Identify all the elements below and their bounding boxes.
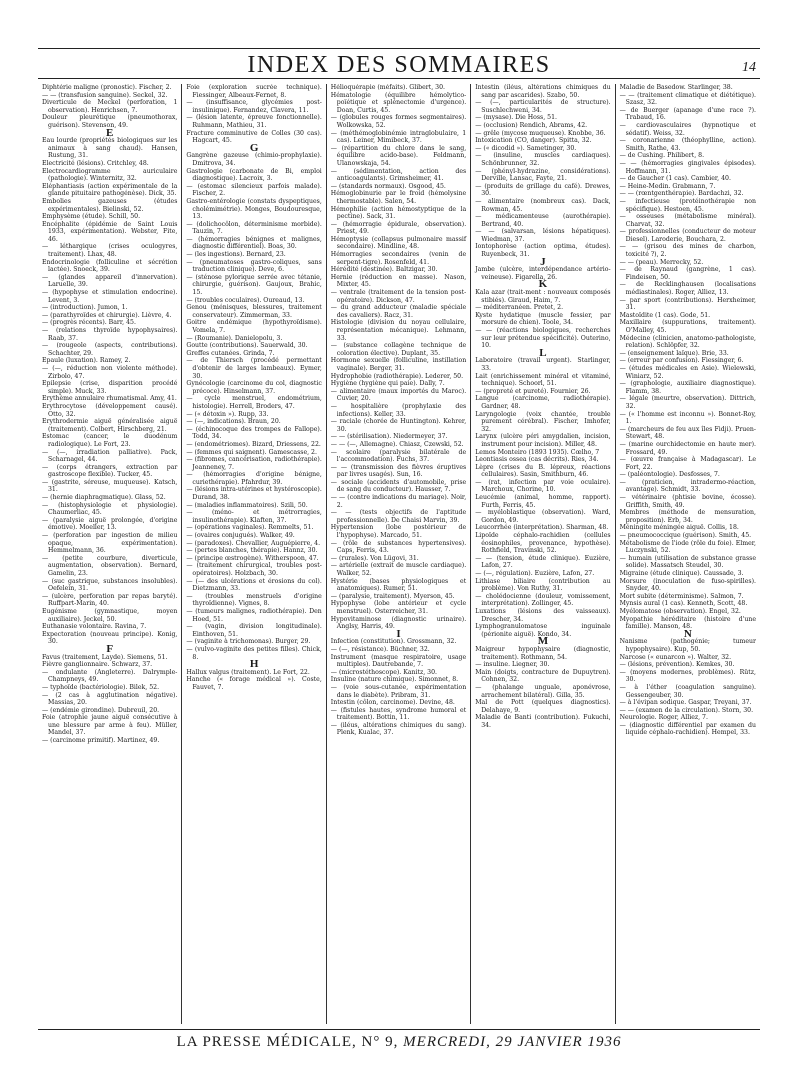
index-entry: Maladie de Banti (contribution). Fukuchi, 34. [475,714,611,729]
index-entry: — (histophysiologie et physiologie). Chaumerliac, 45. [42,501,178,517]
index-entry: Maxillaire (suppurations, traitement). O'Malley, 45. [619,319,756,334]
section-letter: L [539,346,547,359]
index-entry: Lymphogranulomatose inguinale (périonite aiguë). Kondo, 34. [475,623,611,638]
index-entry: Mastoïdite (1 cas). Gode, 51. [619,311,711,319]
index-entry: — (sédimentation, action des anticoagulants). Grimsheimer, 41. [330,167,467,183]
index-entry: Hernie (réduction en masse). Nason, Mixter, 45. [330,273,467,289]
index-column-3 [327,84,471,1024]
index-entry: — à l'éther (coagulation sanguine). Gessengeuber, 30. [619,683,756,699]
index-entry: — de Raynaud (gangrène, 1 cas). Findeisen, 50. [619,266,756,281]
index-entry: Kyste hydatique (muscle fessier, par morsure de chien). Toole, 34. [475,311,611,327]
section-letter: I [396,627,401,640]
section-letter: M [537,635,549,648]
index-entry: — (hémorragies d'origine bénigne, curiethérapie). Pfahrdur, 39. [186,471,322,486]
index-entry: Lemos Monteiro (1893 1935). Cœlho, 7 [475,448,600,456]
index-entry: — (—, particularités de structure). Suschlechweni, 34. [475,99,611,114]
index-entry: — (endométriomes). Bizard, Driessens, 22. [186,440,321,448]
index-entry: — hospitalière (prophylaxie des infections). Keller, 33. [330,402,467,418]
index-entry: Hémoptysie (collapsus pulmonaire massif secondaire). Mindline, 48. [330,235,467,251]
index-entry: Gastrologie (carbonate de Bi, emploi diagnostique). Lacroix, 3. [186,167,322,183]
index-entry: Hypertension (lobe postérieur de l'hypophyse). Marcado, 51. [330,524,467,540]
index-entry: Foie (atrophie jaune aiguë consécutive à une blessure par arme à feu). Müller, Mandel, 37. [42,714,178,737]
index-entry: Erythrocytose (développement causé). Otto, 32. [42,402,178,418]
index-entry: — scolaire (paralysie bilatérale de l'accommodation). Fuchs, 37. [330,448,467,464]
index-entry: — médicamenteuse (aurothérapie). Bertrand, 40. [475,213,611,228]
index-entry: — — (rœntgenthérapie). Bardachzi, 32. [619,190,744,198]
index-entry: Douleur pleurétique (pneumothorax, guérison). Stevenson, 49. [42,114,178,129]
index-entry: Eléphantiasis (action expérimentale de la glande pituitaire pathogénèse). Dick, 35. [42,182,178,198]
index-entry: — (rôle de substances hypertensives). Caps, Ferris, 43. [330,539,467,555]
index-entry: — (ovaires conjugués). Walker, 49. [186,532,295,540]
index-entry: Migraine (étude clinique). Caussade, 3. [619,570,744,577]
index-entry: Hypovitaminose (diagnostic urinaire). Anglsy, Harris, 49. [330,615,467,631]
index-entry: — (—, irradiation palliative). Pack, Scharnagel, 44. [42,448,178,464]
index-entry: — (2 cas à agglutination négative). Massias, 20. [42,691,178,707]
index-entry: Gangrène gazeuse (chimio-prophylaxie). Dmitrova, 34. [186,152,322,167]
index-entry: — (progrès récents). Barr, 45. [42,319,136,327]
index-entry: Epilepsie (crise, disparition procédé simple). Muck, 33. [42,380,178,395]
index-entry: — alimentaire (nombreux cas). Dack, Rowman, 45. [475,197,611,213]
index-entry: Favus (traitement, Layde). Siemens, 51. [42,653,168,661]
index-entry: — (lésion latente, épreuve fonctionnelle). Ruhmann, Mathieu, 31. [186,114,322,129]
index-column-1 [38,84,182,1024]
index-entry: — (—, régulation). Euzière, Lafon, 27. [475,570,595,577]
index-entry: — cardiovasculaires (hypnotique et sédatif). Weiss, 32. [619,121,756,137]
index-entry: Méningite méningée aiguë. Collis, 18. [619,524,739,532]
index-entry: Intoxication (CO, danger). Spitta, 32. [475,137,592,145]
index-entry: — (phényl-hydrazine, considérations). Derville, Lansac, Fayte, 21. [475,167,611,183]
index-entry: — (traitement chirurgical, troubles post-opératoires). Holzbach, 30. [186,562,322,577]
index-entry: Infection (constitution). Grossmann, 32. [330,638,457,646]
index-entry: Mynsis aural (1 cas). Kenneth, Scott, 48. [619,600,748,608]
index-entry: Greffes cutanées. Grinda, 7. [186,349,275,357]
index-entry: — du grand adducteur (maladie spéciale des cavaliers). Racz, 31. [330,304,467,319]
index-entry: — (occlusion) Rendich, Abrams, 42. [475,121,588,129]
index-entry: — (paléontologie). Desfosses, 7. [619,471,720,479]
footer-rule [38,1029,760,1030]
index-entry: — (insuffisance, glycémies post-insulinique). Fernandez, Clavera, 11. [186,99,322,114]
index-entry: Eau lourde (propriétés biologiques sur les animaux à sang chaud). Hansen, Rustung, 31. [42,137,178,160]
index-entry: — (études médicales en Asie). Wielewski, Winiarz, 52. [619,364,756,380]
index-entry: Membres (méthode de mensuration, proposition). Erb, 34. [619,509,756,524]
index-entry: — — (transfusion sanguine). Seckel, 32. [42,91,168,99]
index-entry: — (maladies inflammatoires). Szili, 50. [186,501,308,509]
index-entry: Laboratoire (travail urgent). Starlinger, 33. [475,357,611,372]
index-entry: Larynx (ulcère péri amygdalien, incision, instrument pour incision). Miller, 48. [475,433,611,448]
index-entry: — (suc gastrique, substances insolubles). Oefelein, 31. [42,577,178,593]
index-entry: Main (doigts, contracture de Dupuytren). Cohnen, 32. [475,668,611,684]
index-entry: — (diagnostic différentiel par examen du liquide céphalo-rachidien). Hempel, 33. [619,721,756,737]
index-entry: — (troubles menstruels d'origine thyroïdienne). Vignes, 8. [186,592,322,608]
page-number: 14 [742,60,756,75]
index-entry: — — (examen de la circulation). Storn, 30. [619,706,754,714]
index-entry: Electricité (lésions). Critchley, 48. [42,159,149,167]
index-entry: — (méthémoglobinémie intraglobulaire, 1 cas). Leiner, Mimibeck, 37. [330,129,467,145]
index-entry: Hémoglobinurie par le froid (hémolysine thermostable). Salen, 54. [330,190,467,205]
index-entry: — (lésions intra-utérines et hystéroscopie). Durand, 38. [186,486,322,502]
index-entry: — (« dicodid »). Sametinger, 30. [475,144,577,152]
index-entry: Laryngologie (voix chantée, trouble purement cérébral). Fischer, Imhofer, 32. [475,410,611,433]
index-entry: — — (grisou des mines de charbon, toxicité ?), 2. [619,243,756,259]
index-entry: Kala azar (trait-ment : nouveaux composés stibiés). Giraud, Haim, 7. [475,289,611,304]
index-entry: — — (—, Allemagne). Chiasz, Czewski, 52. [330,440,464,448]
index-entry: Lait (enrichissement minéral et vitaminé, technique). Schoorl, 51. [475,372,611,388]
index-entry: — (praticien, intradermo-réaction, avantage). Schmidt, 33. [619,478,756,494]
index-entry: Instrument (masque respiratoire, usage multiples). Dautrebande, 7. [330,653,467,669]
index-entry: — (petite courbure, diverticule, augmentation, observation). Bernard, Gamelin, 23. [42,554,178,577]
index-entry: — (lésions, prévention). Kemkes, 30. [619,661,735,669]
index-entry: — (fistules hautes, syndrome humoral et traitement). Bottin, 11. [330,706,467,722]
index-entry: — (paralysie, traitement). Myerson, 45. [330,592,455,600]
index-entry: — par sport (contributions). Herxheimer, 31. [619,296,756,312]
index-entry: Jambe (ulcère, interdépendance artério-veineuse). Figarella, 26. [475,266,611,281]
index-column-5 [616,84,760,1024]
index-entry: Diverticule de Meckel (perforation, 1 observation). Henrichsen, 7. [42,99,178,114]
index-entry: Intestin (iléus, altérations chimiques du sang par ascarides). Szabo, 50. [475,84,611,99]
index-entry: — cycle menstruel, endométrium, histologie). Herrell, Broders, 47. [186,395,322,410]
index-entry: — — (réactions biologiques, recherches sur leur prétendue spécificité). Outerino, 10. [475,327,611,350]
index-entry: Maigreur hypophysaire (diagnostic, traitement). Rothmann, 54. [475,645,611,661]
index-entry: — (rat, infection par voie oculaire). Marchoux, Chorine, 10. [475,478,611,494]
index-entry: — (fibromes, cancérisation, radiothérapie). Jeanneney, 7. [186,456,322,471]
index-entry: Lithiase biliaire (contribution au problème). Von Ruthy, 31. [475,577,611,593]
index-entry: — (Roumanie). Danielopolu, 3. [186,334,283,342]
index-entry: — — (salvarsan, lésions hépatiques). Wiedman, 37. [475,228,611,243]
index-entry: Eugénisme (gymnastique, moyen auxiliaire). Jeckel, 50. [42,607,178,623]
index-entry: — sociale (accidents d'automobile, prise de sang du conducteur). Hausser, 7. [330,478,467,494]
index-entry: — (hémorragies bénignes et malignes, diagnostic différentiel). Boas, 30. [186,235,322,251]
index-entry: Mal de Pott (quelques diagnostics). Delahaye, 9. [475,699,611,714]
index-entry: — (œuvre française à Madagascar). Le Fort, 22. [619,456,756,471]
index-entry: — (marine ourchidectomie en haute mer). Frossard, 49. [619,440,756,456]
index-column-2 [182,84,326,1024]
index-entry: — (graphologie, auxiliaire diagnostique). Flamm, 38. [619,380,756,395]
index-entry: Goutte (contributions). Sauerwald, 30. [186,342,308,350]
index-entry: Erythème annulaire rhumatismal. Amy, 41. [42,395,177,403]
index-entry: Narcose (« eunarcon »). Walter, 32. [619,653,732,661]
index-entry: — (propreté et pureté). Fournier, 26. [475,387,591,395]
index-entry: Fièvre ganglionnaire. Schwarz, 37. [42,661,153,669]
index-entry: — (opérations vaginales). Remmelts, 51. [186,524,314,532]
index-entry: — (standards normaux). Osgood, 45. [330,182,446,190]
index-entry: — — (traitement climatique et diététique). Szasz, 32. [619,91,756,107]
index-entry: Diphtérie maligne (pronostic). Fischer, 2. [42,84,172,91]
index-entry: — (vulvo-vaginite des petites filles). Chick, 8. [186,645,322,661]
index-entry: — (hypophyse et stimulation endocrine). Levent, 3. [42,289,178,304]
index-entry: — à l'évipan sodique. Gaspar, Treyani, 37. [619,699,752,707]
index-entry: — (introduction). Jumon, 1. [42,304,128,312]
index-entry: Foie (exploration sucrée technique). Fiessinger, Albeaux-Fernet, 8. [186,84,322,99]
index-entry: Médecine (clinicien, anatomo-pathologiste, relation). Schlöpfer, 32. [619,334,756,350]
index-entry: — de Thiersch (procédé permettant d'obtenir de larges lambeaux). Eymer, 30. [186,357,322,380]
index-entry: — (enseignement laïque). Brie, 33. [619,349,729,357]
index-entry: Hélioquérapie (méfaits). Glibert, 30. [330,84,446,91]
index-entry: Luxations (lésions des vaisseaux). Drescher, 34. [475,607,611,623]
index-entry: Métabolisme de l'iode (rôle du foie). Elmer, Luczynski, 52. [619,539,756,555]
index-entry: — ventrale (traitement de la tension post-opératoire). Dickson, 47. [330,289,467,304]
index-entry: — typhoïde (bactériologie). Bilek, 52. [42,683,160,691]
index-entry: Embolies gazeuses (études expérimentales). Bielinski, 52. [42,197,178,213]
index-entry: — — (contre indications du mariage). Noir, 2. [330,494,467,509]
index-entry: — (sténose pylorique serrée avec tétanie, chirurgie, guérison). Gaujoux, Brahic, 15. [186,273,322,297]
index-entry: — méditerranéen. Pretet, 2. [475,304,564,312]
index-entry: — (erreur par confusion). Fiessinger, 6. [619,357,744,365]
index-entry: — (— des ulcérations et érosions du col). Dietzmann, 33. [186,577,322,593]
index-entry: — (« l'homme est inconnu »). Bonnet-Roy, 1. [619,410,756,426]
index-entry: — infectieuse (protéinothérapie non spécifique). Hestoen, 45. [619,197,756,213]
index-entry: — vétérinaire (phtisie bovine, écosse). Griffith, Smith, 49. [619,494,756,509]
index-entry: Nanisme (pathogénie; tumeur hypophysaire). Kup, 50. [619,638,756,653]
index-entry: — (rurales). Von Lügovi, 31. [330,554,419,562]
index-entry: — légale (meurtre, observation). Dittrich, 32. [619,395,756,410]
index-entry: Hydrophobie (radiothérapie). Lederer, 50. [330,372,464,380]
index-entry: Myélomatose (observation). Engel, 32. [619,607,741,615]
index-entry: Hygiène (hygiène qui paie). Dally, 7. [330,380,445,388]
index-entry: — (vaginite à trichomonas). Burger, 29. [186,638,311,646]
index-entry: — alimentaire (maux importés du Maroc). Cuvier, 20. [330,387,467,403]
index-entry: Erythrodermie aiguë généralisée aiguë (traitement). Colbert, Hirschberg, 21. [42,418,178,433]
index-entry: Goitre endémique (hypothyroïdisme). Vomela, 7. [186,319,322,334]
index-entry: Hémophilie (action hémostyptique de la pectine). Sack, 31. [330,205,467,221]
index-entry: — professionnelles (conducteur de moteur Diesel). Laroderie, Bouchara, 2. [619,228,756,243]
index-entry: — de Gaucher (1 cas). Cambier, 40. [619,175,731,183]
index-entry: — myéloblastique (observation). Ward, Gordon, 49. [475,509,611,524]
section-letter: H [249,658,259,671]
index-entry: — (globules rouges formes segmentaires). Wolkowska, 52. [330,114,467,129]
index-entry: — (gastrite, séreuse, muqueuse). Katsch, 31. [42,478,178,494]
index-entry: — (pneumatoses gastro-coliques, sans traduction clinique). Deve, 6. [186,258,322,274]
index-entry: — (échinocoque des trompes de Fallope). Todd, 34. [186,425,322,441]
index-entry: — (paradoxes). Chevallier, Auguépierre, 4. [186,539,321,547]
index-entry: — (ulcère, perforation par repas baryté). Ruffpart-Marin, 40. [42,592,178,608]
index-entry: — (hernie diaphragmatique). Glass, 52. [42,494,166,502]
index-entry: — (hémorragie épidurale, observation). Priest, 49. [330,220,467,236]
index-entry: Hérédité (destinée). Baltzigar, 30. [330,266,438,274]
index-columns [38,84,760,1024]
index-entry: Mort subite (déterminisme). Salmon, 7. [619,592,744,600]
section-letter: E [106,126,114,139]
index-entry: Intestin (côlon, carcinome). Devine, 48. [330,699,455,707]
section-letter: K [538,278,548,291]
index-entry: Lèpre (crises du B. lépreux, réactions cellulaires). Sasin, Smithburn, 46. [475,463,611,479]
index-entry: — (perforation par ingestion de milieu opaque, expérimentation). Hemmelmann, 36. [42,532,178,555]
index-entry: — raciale (chorée de Huntington). Kehrer, 30. [330,418,467,433]
index-entry: — (iléus, altérations chimiques du sang). Plenk, Kualac, 37. [330,721,467,737]
index-entry: Gynécologie (carcinome du col, diagnostic précoce). Hinselmann, 37. [186,380,322,395]
section-letter: J [540,255,546,268]
index-entry: — — (transmission des fièvres éruptives par livres usagés). Sun, 16. [330,463,467,479]
index-entry: Genou (ménisques, blessures, traitement conservateur). Zimmerman, 33. [186,304,322,319]
journal-name: LA PRESSE MÉDICALE, N° 9, [176,1034,399,1050]
index-entry: Epaule (luxation). Ramey, 2. [42,357,131,365]
index-entry: — grêle (mycose muqueuse). Knobbe, 36. [475,129,606,137]
index-column-4 [471,84,615,1024]
index-entry: — (voie sous-cutanée, expérimentation dans le diabète). Pribram, 31. [330,683,467,699]
index-entry: Neurologie. Roger, Alliez, 7. [619,714,708,722]
index-entry: Leucémie (animal, homme, rapport). Furth, Ferris, 45. [475,494,611,509]
index-entry: — — (tests objectifs de l'aptitude professionnelle). De Chaisi Marvin, 39. [330,509,467,524]
section-letter: G [249,141,259,154]
index-entry: — de Cushing. Philibert, 8. [619,152,705,160]
index-entry: — (vagin, division longitudinale). Einthoven, 51. [186,623,322,638]
index-entry: — coronarienne (théophylline, action). Smith, Rathe, 43. [619,137,756,152]
index-entry: — (pertes blanches, thérapie). Hannz, 30. [186,547,318,555]
index-entry: — (méno- et métrorragies, insulinothérapie). Klaften, 37. [186,509,322,524]
index-entry: — (tumeurs malignes, radiothérapie). Den Hoed, 51. [186,607,322,623]
index-entry: Iontophorèse (action optima, études). Ruyenbeck, 31. [475,243,611,259]
index-entry: — humain (utilisation de substance grasse solide). Massatsch Steudel, 30. [619,554,756,570]
index-entry: Hématologie (équilibre hémolytico-poïétique et splénectomie d'urgence). Doan, Curtis, 45. [330,91,467,114]
index-entry: — — (stérilisation). Niedermeyer, 37. [330,433,448,441]
index-entry: — (troubles coculaires). Oureaud, 13. [186,296,305,304]
index-entry: — artérielle (extrait de muscle cardiaque). Walker, 52. [330,562,467,577]
index-entry: Leontiasis ossea (cas décrits). Ries, 34. [475,456,599,464]
index-entry: — (carcinome primitif). Martinez, 49. [42,737,160,745]
index-entry: Fracture comminutive de Colles (30 cas). Hagcart, 45. [186,129,322,145]
index-entry: Hormone sexuelle (folliculine, instillation vaginale). Berger, 31. [330,357,467,372]
index-entry: — (corps étrangers, extraction par gastroscope flexible). Tucker, 45. [42,463,178,479]
index-entry: Maladie de Basedow. Starlinger, 38. [619,84,733,91]
index-entry: — osseuses (métabolisme minéral). Charvat, 32. [619,213,756,228]
index-entry: Expectoration (nouveau principe). Konig, 30. [42,630,178,646]
index-entry: Hallux valgus (traitement). Le Fort, 22. [186,668,310,676]
index-entry: Hanche (« forage médical »). Coste, Fauvet, 7. [186,676,322,691]
index-entry: — (les ingestions). Bernard, 23. [186,251,286,259]
index-entry: — (femmes qui saignent). Gamescasse, 2. [186,448,317,456]
index-entry: — (rougeole (aspects, contributions). Schachter, 29. [42,342,178,357]
index-entry: — (estomac silencieux parfois malade). Fischer, 2. [186,182,322,198]
index-entry: Hémorragies secondaires (venin de serpent-tigre). Rosenfeld, 41. [330,251,467,266]
index-entry: Histologie (division du noyau cellulaire, représentation mécanique). Lehmann, 33. [330,319,467,342]
index-entry: Morsure (inoculation de fuso-spirilles). Snyder, 40. [619,577,756,593]
index-entry: — (microstéthoscope). Kanitz, 30. [330,668,438,676]
index-entry: Leucorrhée (interprétation). Sharman, 48. [475,524,609,532]
section-letter: F [106,642,114,655]
index-entry: — (—, résistance). Büchner, 32. [330,645,430,653]
index-entry: Emphysème (étude). Schill, 50. [42,213,141,221]
index-entry: — de Buerger (apanage d'une race ?). Trabaud, 16. [619,106,756,122]
index-entry: — (relations thyroïde hypophysaires). Raab, 37. [42,327,178,342]
index-entry: — (substance collagène technique de coloration élective). Duplant, 35. [330,342,467,357]
index-entry: — (phalange unguale, aponévrose, arrachement bilatéral). Gilla, 35. [475,683,611,699]
index-entry: — pneumococcique (guérison). Smith, 45. [619,532,752,540]
index-entry: Encéphalite (épidémie de Saint Louis 1933, expérimentation). Webster, Fite, 46. [42,220,178,243]
index-entry: — Heine-Medin. Grabmann, 7. [619,182,716,190]
index-entry: — (—, réduction non violente méthode). Zirbolo, 47. [42,364,178,380]
index-entry: — (principe œstrogène). Witherspoon, 47. [186,554,319,562]
index-entry: Myopathie héréditaire (histoire d'une famille). Manson, 48. [619,615,756,631]
index-entry: — cholédocienne (douleur, vomissement, interprétation). Zollinger, 45. [475,592,611,608]
index-entry: — (paralysie aiguë prolongée, d'origine émotive). Moeller, 13. [42,516,178,532]
index-entry: Endocrinologie (folliculine et sécrétion lactée). Snoeck, 39. [42,258,178,274]
index-entry: — (produits de grillage du café). Drewes, 30. [475,182,611,198]
index-entry: Electrocardiogramme auriculaire (pathologie). Winternitz, 32. [42,167,178,183]
index-entry: Euthanasie volontaire. Ravina, 7. [42,623,147,631]
index-entry: — (« détoxin »). Rupp, 33. [186,410,269,418]
index-entry: Hypophyse (lobe antérieur et cycle menstruel). Osterreicher, 31. [330,600,467,615]
index-entry: Gastro-entérologie (constats dyspeptiques, cholémimétrie). Monges, Boudouresque, 13. [186,197,322,221]
journal-page [38,16,760,1056]
index-entry: — (marcheurs de feu aux îles Fidji). Pruen-Stewart, 48. [619,425,756,441]
index-entry: Lipoïde céphalo-rachidien (cellules éosinophiles, provenance, hypothèse). Rothfield, Travinski, 52. [475,532,611,555]
index-entry: Estomac (cancer, le duodénum radiologique). Le Fort, 23. [42,433,178,448]
index-entry: — (endémie girondine). Dubreuil, 20. [42,706,160,714]
index-entry: — ondulante (Angleterre). Dalrymple-Champneys, 49. [42,668,178,684]
index-entry: — léthargique (crises oculogyres, traitement). Lhax, 48. [42,243,178,259]
header-rule-bottom [38,78,760,79]
index-entry: — insuline. Liegner, 30. [475,661,550,669]
index-entry: — de Recklinghausen (localisations médiastinales). Roger, Alliez, 13. [619,281,756,297]
index-entry: — (insuline, muscles cardiaques). Schönbrunner, 32. [475,152,611,167]
index-entry: — — (peau). Merrecky, 52. [619,258,704,266]
header-rule-top [38,48,760,49]
journal-footer [38,1034,760,1051]
index-entry: — (parathyroïdes et chirurgie). Lièvre, 4. [42,311,172,319]
index-entry: — (—, indications). Braun, 20. [186,418,281,426]
issue-date: MERCREDI, 29 JANVIER 1936 [403,1034,622,1050]
index-entry: — — (hémorragies gingivales épisodes). Hoffmann, 31. [619,159,756,175]
index-entry: Hystérie (bases physiologiques et anatomiques). Rumer, 51. [330,577,467,593]
index-entry: Langue (carcinome, radiothérapie). Gardner, 48. [475,395,611,410]
index-entry: Insuline (nature chimique). Simonnet, 8. [330,676,459,684]
index-entry: — (glandes appareil d'innervation). Laruelle, 39. [42,273,178,289]
index-entry: — (dolichocôlon, déterminisme morbide). Tauzin, 7. [186,220,322,236]
index-entry: — (mysase). Die Hoss, 51. [475,114,557,122]
index-entry: — — (tension, étude clinique). Euzière, Lafon, 27. [475,554,611,570]
index-entry: — (répartition du chlore dans le sang, équilibre acido-base). Feldmann, Ulanowskaja, 54. [330,144,467,167]
index-title: INDEX DES SOMMAIRES [247,52,551,78]
section-letter: N [683,627,692,640]
index-entry: — (moyens modernes, problèmes). Rütz, 30. [619,668,756,684]
